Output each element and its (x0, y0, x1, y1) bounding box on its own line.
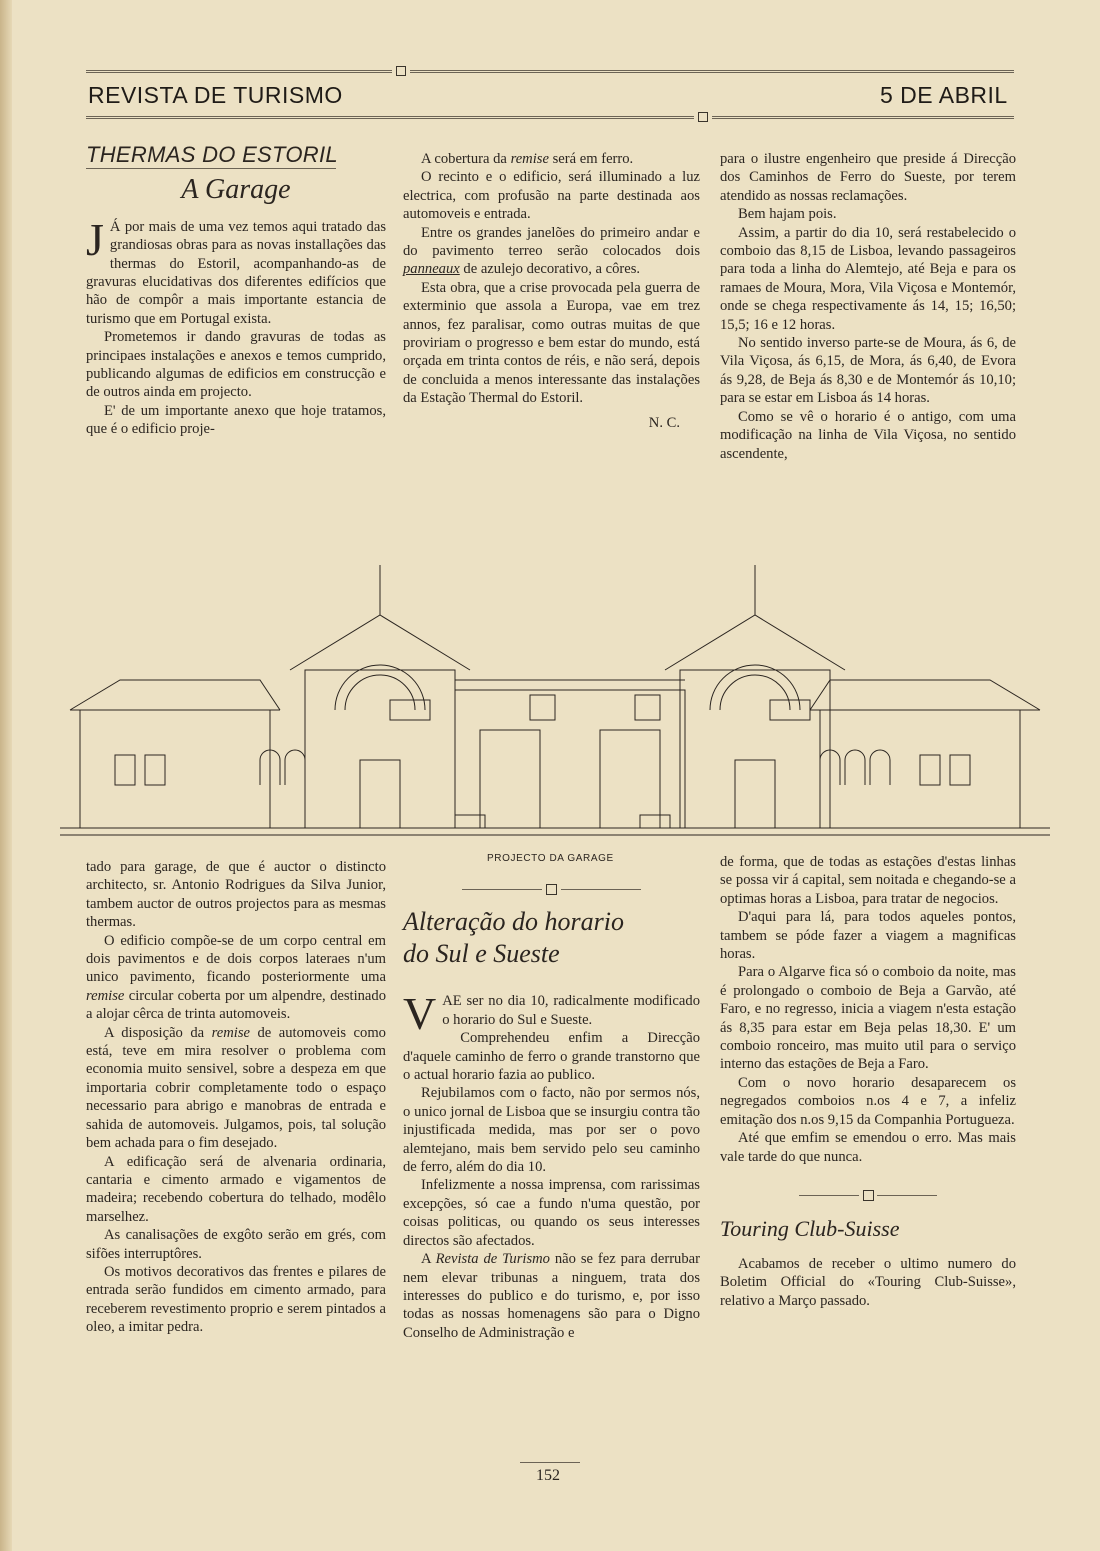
article-title: THERMAS DO ESTORIL (86, 142, 338, 167)
page-number: 152 (536, 1467, 560, 1484)
article-paragraph: VAE ser no dia 10, radicalmente modificado o horario do Sul e Sueste. (403, 988, 700, 1040)
subheader-rule-left (86, 116, 694, 119)
divider-ornament (863, 1190, 874, 1201)
binding-gutter (0, 0, 12, 1551)
section-divider (403, 880, 700, 898)
header-rule-right (410, 70, 1014, 73)
header-ornament (396, 66, 406, 76)
article-paragraph: tado para garage, de que é auctor o distincto architecto, sr. Antonio Rodrigues da Silva Junior, tambem auctor de outros projectos para as mesmas thermas. (86, 859, 386, 931)
article-paragraph: Como se vê o horario é o antigo, com uma modificação na linha de Vila Viçosa, no sentido ascendente, (720, 408, 1016, 462)
divider-ornament (546, 884, 557, 895)
author-signature: N. C. (648, 414, 680, 431)
article-paragraph: Para o Algarve fica só o comboio da noite, mas é prolongado o comboio de Beja a Garvão, até Faro, e no regresso, inicia a viagem n'esta estação ás 8,35 para estar em Beja pelas 18,30. E' um comboio ronceiro, mas muito util para o serviço interno das estações de Beja a Faro. (720, 964, 1016, 1073)
article-subtitle: A Garage (181, 174, 291, 206)
article-paragraph: A cobertura da remise será em ferro. (421, 151, 634, 167)
footer-rule (520, 1462, 580, 1463)
article-horario-column-3-top (720, 150, 1016, 463)
running-head-title: REVISTA DE TURISMO (88, 82, 343, 108)
article-title: Touring Club-Suisse (720, 1216, 900, 1242)
subheader-ornament (698, 112, 708, 122)
header-rule-left (86, 70, 392, 73)
article-paragraph: E' de um importante anexo que hoje tratamos, que é o edificio proje- (86, 402, 386, 438)
article-paragraph: Rejubilamos com o facto, não por sermos nós, o unico jornal de Lisboa que se insurgiu contra tão injustificada medida, mas por ser o povo alemtejano, mais bem servido pelo seu caminho de ferro, além do dia 10. (403, 1085, 700, 1176)
article-paragraph: de forma, que de todas as estações d'estas linhas se possa vir á capital, sem noitada e chegando-se a optimas horas a Lisboa, para tratar de negocios. (720, 854, 1016, 907)
article-paragraph: Prometemos ir dando gravuras de todas as principaes instalações e anexos e temos cumprido, publicando algumas de edificios em construcção e de outros ainda em projecto. (86, 329, 386, 401)
article-horario-column-3-bottom (720, 853, 1016, 1310)
article-horario-column-2 (403, 880, 700, 1342)
article-paragraph: O recinto e o edificio, será illuminado a luz electrica, com profusão na parte destinada aos automoveis e entrada. (403, 169, 700, 223)
article-thermas-column-1-bottom (86, 858, 386, 1337)
article-thermas-column-1 (86, 142, 386, 439)
article-paragraph: J Á por mais de uma vez temos aqui tratado das grandiosas obras para as novas installações das thermas do Estoril, acompanhando-as de gravuras elucidativas dos diferentes edifícios que hão de compôr a mais importante estancia de turismo que em Portugal exista. (86, 213, 386, 327)
article-paragraph: A edificação será de alvenaria ordinaria, cantaria e cimento armado e vigamentos de madeira; recebendo cobertura do telhado, modêlo marselhez. (86, 1153, 386, 1225)
article-paragraph: O edificio compõe-se de um corpo central em dois pavimentos e de dois corpos lateraes n'um unico pavimento, ficando posteriormente uma remise circular coberta por um alpendre, destinado a alojar cêrca de trinta automoveis. (86, 932, 386, 1023)
title-rule (86, 168, 336, 169)
article-paragraph: A Revista de Turismo não se fez para derrubar nem elevar tribunas a ninguem, trata dos interesses do publico e do turismo, e, por isso todas as nossas homenagens são para o Digno Conselho de Administração e (403, 1251, 700, 1341)
article-paragraph: Até que emfim se emendou o erro. Mas mais vale tarde do que nunca. (720, 1130, 1016, 1165)
drop-cap: J (86, 213, 104, 265)
figure-caption: PROJECTO DA GARAGE (487, 853, 614, 864)
subheader-rule-right (712, 116, 1014, 119)
drop-cap: V (403, 988, 437, 1040)
section-divider (720, 1186, 1016, 1204)
article-paragraph: No sentido inverso parte-se de Moura, ás 6, de Vila Viçosa, ás 6,15, de Mora, ás 6,40, de Evora ás 9,28, de Beja ás 8,30 e de Montemór ás 10,10; para se estar em Lisboa ás 14 horas. (720, 335, 1016, 407)
garage-elevation-drawing (60, 560, 1050, 845)
article-paragraph: Infelizmente a nossa imprensa, com rarissimas excepções, só cae a fundo n'uma questão, por coisas politicas, ou quando os seus interesses directos são afectados. (403, 1177, 700, 1249)
article-paragraph: As canalisações de exgôto serão em grés, com sifões interruptôres. (86, 1227, 386, 1262)
article-paragraph: Acabamos de receber o ultimo numero do Boletim Official do «Touring Club-Suisse», relativo a Março passado. (720, 1255, 1016, 1309)
article-paragraph: A disposição da remise de automoveis como está, teve em mira resolver o problema com economia muito sensivel, sobre a despeza em que importaria cobrir completamente todo o espaço necessario para abrigo e manobras de entrada e sahida de automoveis. Julgamos, pois, tal solução bem achada para o fim desejado. (86, 1024, 386, 1152)
article-title-line-1: Alteração do horario (403, 907, 624, 937)
article-paragraph: Entre os grandes janelões do primeiro andar e do pavimento terreo serão colocados dois panneaux de azulejo decorativo, a côres. (403, 224, 700, 278)
article-paragraph: Assim, a partir do dia 10, será restabelecido o comboio das 8,15 de Lisboa, levando passageiros para toda a linha do Alemtejo, até Beja e para os ramaes de Moura, Mora, Vila Viçosa e Montemór, onde se chega respectivamente ás 14, 15; 16,50; 15,5; 16 e 12 horas. (720, 224, 1016, 333)
article-title-line-2: do Sul e Sueste (403, 939, 560, 969)
running-head-date: 5 DE ABRIL (880, 82, 1008, 108)
article-thermas-column-2 (403, 150, 700, 432)
article-paragraph: Bem hajam pois. (738, 206, 837, 223)
article-paragraph: Esta obra, que a crise provocada pela guerra de exterminio que assola a Europa, vae em trez annos, fez paralisar, como outras muitas de que proviriam o progresso e bem estar do mundo, está orçada em trinta contos de réis, e não será, depois de concluida a menos interessante das instalações da Estação Thermal do Estoril. (403, 279, 700, 407)
article-paragraph: para o ilustre engenheiro que preside á Direcção dos Caminhos de Ferro do Sueste, por terem atendido as nossas reclamações. (720, 151, 1016, 204)
article-paragraph: D'aqui para lá, para todos aqueles pontos, tambem se póde fazer a viagem a magnificas horas. (720, 909, 1016, 963)
article-paragraph: Com o novo horario desaparecem os negregados comboios n.os 4 e 7, a infeliz emitação dos n.os 9,15 da Companhia Portugueza. (720, 1074, 1016, 1128)
article-paragraph: Comprehendeu enfim a Direcção d'aquele caminho de ferro o grande transtorno que o actual horario fazia ao publico. (403, 1030, 700, 1084)
article-paragraph: Os motivos decorativos das frentes e pilares de entrada serão fundidos em cimento armado, para receberem revestimento proprio e serem pintados a oleo, a imitar pedra. (86, 1263, 386, 1336)
